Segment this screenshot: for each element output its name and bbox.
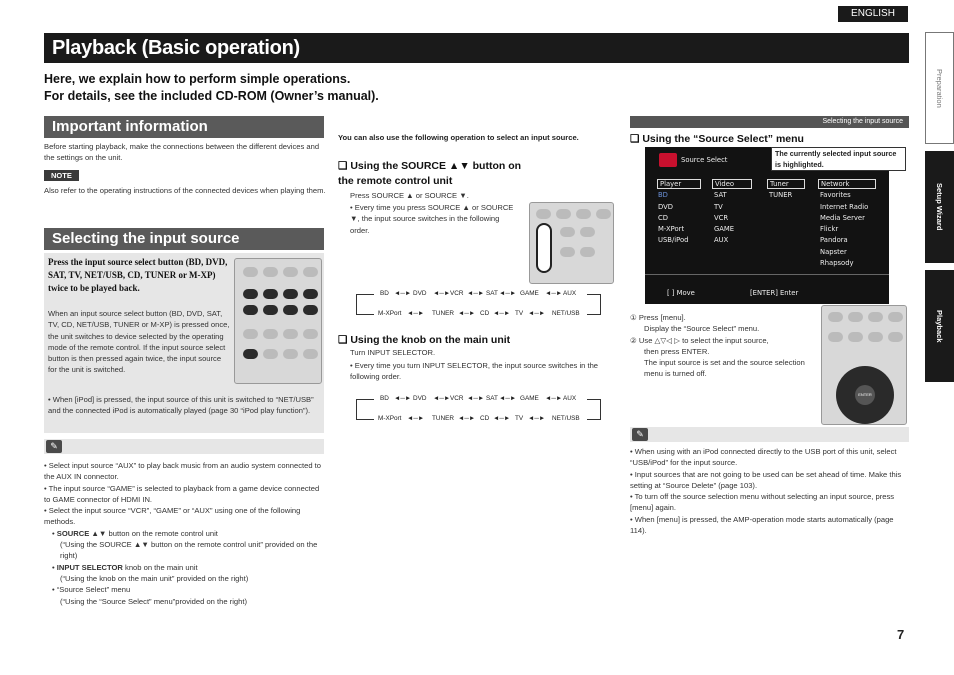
source-item[interactable]: AUX bbox=[714, 236, 729, 244]
selecting-box-body: When an input source select button (BD, DVD, SAT, TV, CD, NET/USB, TUNER or M-XP) is pressed once, the unit switches to device selected by the operating mode of the remote control. If the input source select button is then pressed again twice, the input source for the unit is switched. bbox=[48, 309, 230, 375]
note-badge bbox=[44, 170, 79, 181]
page-number: 7 bbox=[897, 627, 905, 642]
source-item[interactable]: TUNER bbox=[769, 191, 793, 199]
step-2: ② Use △▽◁ ▷ to select the input source, bbox=[630, 335, 769, 345]
tips-list-right bbox=[630, 446, 910, 536]
source-order-diagram-remote: BD ◄─► DVD ◄─► VCR ◄─► SAT ◄─► GAME ◄─► AUX M-XPort ◄─► TUNER ◄─► CD ◄─► TV ◄─► NET/USB bbox=[356, 290, 601, 322]
intro-line-1: Here, we explain how to perform simple operations. bbox=[44, 72, 351, 86]
highlight-callout: The currently selected input source is highlighted. bbox=[771, 147, 906, 171]
source-item[interactable]: M-XPort bbox=[658, 225, 685, 233]
source-item[interactable]: SAT bbox=[714, 191, 727, 199]
remote-source-illustration bbox=[529, 202, 614, 284]
tips-list-left bbox=[44, 460, 326, 607]
source-menu-icon bbox=[659, 153, 677, 167]
tab-preparation[interactable]: Preparation bbox=[925, 32, 954, 144]
source-item[interactable]: DVD bbox=[658, 203, 673, 211]
menu-steps bbox=[630, 312, 815, 380]
footer-enter: [ENTER] Enter bbox=[750, 289, 799, 297]
source-item[interactable]: VCR bbox=[714, 214, 729, 222]
tip-item: • Input sources that are not going to be used can be set ahead of time. Make this setting at “Source Delete” (page 103). bbox=[630, 469, 902, 490]
source-item[interactable]: Napster bbox=[820, 248, 847, 256]
ipod-bullet-text: When [iPod] is pressed, the input source of this unit is switched to “NET/USB” and the connected iPod is automatically played (page 30 “iPod play function”). bbox=[48, 395, 314, 416]
selecting-heading: Selecting the input source bbox=[44, 228, 324, 250]
source-item[interactable]: Rhapsody bbox=[820, 259, 854, 267]
source-item[interactable]: USB/iPod bbox=[658, 236, 689, 244]
tips-bar-right bbox=[630, 427, 909, 442]
enter-button-icon: ENTER bbox=[855, 385, 875, 405]
step-2-detail: then press ENTER. bbox=[644, 346, 710, 356]
footer-move: [ ] Move bbox=[667, 289, 695, 297]
source-item[interactable]: Favorites bbox=[820, 191, 851, 199]
middle-intro: You can also use the following operation to select an input source. bbox=[338, 133, 579, 142]
tab-playback[interactable]: Playback bbox=[925, 270, 954, 382]
remote-heading: ❑ Using the SOURCE ▲▼ button on the remote control unit bbox=[338, 160, 522, 187]
method-item: • “Source Select” menu (“Using the “Source Select” menu”provided on the right) bbox=[52, 585, 247, 606]
step-2-result: The input source is set and the source selection menu is turned off. bbox=[644, 358, 805, 379]
source-rocker-icon bbox=[536, 223, 552, 273]
source-item[interactable]: Flickr bbox=[820, 225, 839, 233]
remote-press: Press SOURCE ▲ or SOURCE ▼. bbox=[350, 191, 469, 200]
screen-title: Source Select bbox=[681, 156, 728, 164]
col-head-player[interactable]: Player bbox=[657, 179, 701, 189]
remote-bullet: • Every time you press SOURCE ▲ or SOURCE ▼, the input source switches in the following order. bbox=[350, 203, 514, 235]
selecting-box-title: Press the input source select button (BD, DVD, SAT, TV, NET/USB, CD, TUNER or M-XP) twice to be played back. bbox=[48, 257, 228, 293]
knob-heading: ❑ Using the knob on the main unit bbox=[338, 334, 511, 346]
note-text: Also refer to the operating instructions of the connected devices when playing them. bbox=[44, 186, 326, 195]
source-item[interactable]: Media Server bbox=[820, 214, 865, 222]
important-body: Before starting playback, make the connections between the different devices and the settings on the unit. bbox=[44, 142, 320, 163]
knob-turn: Turn INPUT SELECTOR. bbox=[350, 348, 436, 357]
step-1-detail: Display the “Source Select” menu. bbox=[644, 324, 760, 334]
remote-illustration bbox=[234, 258, 322, 384]
col-head-tuner[interactable]: Tuner bbox=[767, 179, 805, 189]
page-title: Playback (Basic operation) bbox=[44, 33, 909, 63]
tips-bar-left bbox=[44, 439, 324, 454]
source-item[interactable]: TV bbox=[714, 203, 723, 211]
language-badge: ENGLISH bbox=[838, 6, 908, 22]
method-item: • SOURCE ▲▼ button on the remote control unit (“Using the SOURCE ▲▼ button on the remote control unit” provided on the right) bbox=[52, 528, 318, 561]
col-head-network[interactable]: Network bbox=[818, 179, 876, 189]
method-item: • INPUT SELECTOR knob on the main unit (“Using the knob on the main unit” provided on the right) bbox=[52, 562, 249, 583]
menu-heading: ❑ Using the “Source Select” menu bbox=[630, 133, 804, 145]
pencil-icon: ✎ bbox=[46, 440, 62, 453]
source-item[interactable]: CD bbox=[658, 214, 668, 222]
source-item[interactable]: Internet Radio bbox=[820, 203, 869, 211]
section-banner: Selecting the input source bbox=[630, 116, 909, 128]
tip-item: • The input source “GAME” is selected to playback from a game device connected to GAME connector of HDMI IN. bbox=[44, 483, 320, 504]
source-item-selected[interactable]: BD bbox=[658, 191, 668, 199]
tab-setup-wizard[interactable]: Setup Wizard bbox=[925, 151, 954, 263]
source-item[interactable]: GAME bbox=[714, 225, 735, 233]
pencil-icon: ✎ bbox=[632, 428, 648, 441]
intro-line-2: For details, see the included CD-ROM (Owner’s manual). bbox=[44, 89, 379, 103]
source-item[interactable]: Pandora bbox=[820, 236, 848, 244]
ipod-bullet: • When [iPod] is pressed, the input source of this unit is switched to “NET/USB” and the connected iPod is automatically played (page 30 “iPod play function”). bbox=[48, 395, 314, 416]
tip-item: • Select input source “AUX” to play back music from an audio system connected to the AUX IN connector. bbox=[44, 461, 322, 482]
note-label: NOTE bbox=[44, 170, 79, 181]
knob-bullet: • Every time you turn INPUT SELECTOR, the input source switches in the following order. bbox=[350, 361, 599, 382]
remote-cursor-illustration bbox=[821, 305, 907, 425]
important-heading: Important information bbox=[44, 116, 324, 138]
source-order-diagram-knob: BD ◄─► DVD ◄─► VCR ◄─► SAT ◄─► GAME ◄─► AUX M-XPort ◄─► TUNER ◄─► CD ◄─► TV ◄─► NET/USB bbox=[356, 395, 601, 427]
tip-item: • To turn off the source selection menu without selecting an input source, press [menu] again. bbox=[630, 492, 895, 513]
tip-item: • When [menu] is pressed, the AMP-operation mode starts automatically (page 114). bbox=[630, 514, 894, 536]
tip-item: • Select the input source “VCR”, “GAME” or “AUX” using one of the following methods. bbox=[44, 506, 301, 527]
intro-text bbox=[44, 71, 379, 105]
col-head-video[interactable]: Video bbox=[712, 179, 752, 189]
step-1: ① Press [menu]. bbox=[630, 313, 686, 322]
tip-item: • When using with an iPod connected directly to the USB port of this unit, select “USB/iPod” for the input source. bbox=[630, 447, 897, 468]
